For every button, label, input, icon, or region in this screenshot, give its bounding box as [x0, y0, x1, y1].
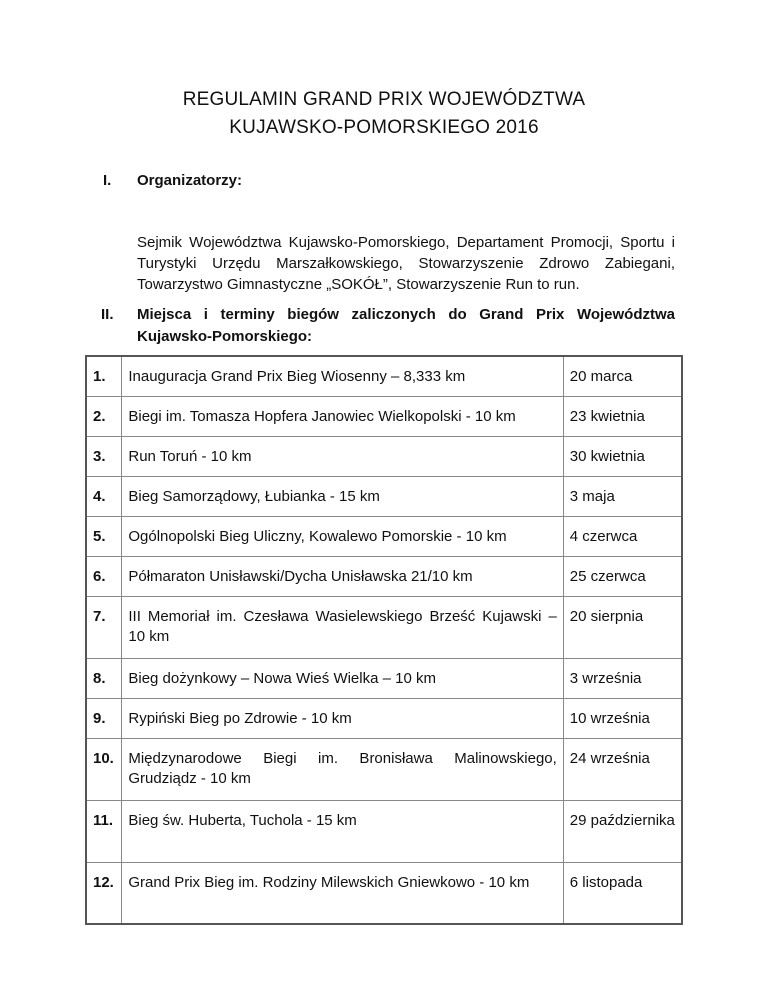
race-number: 8. — [86, 658, 122, 698]
race-number: 6. — [86, 556, 122, 596]
race-date: 20 sierpnia — [563, 596, 682, 658]
document-title — [0, 86, 768, 142]
races-table — [85, 355, 683, 925]
race-date: 4 czerwca — [563, 516, 682, 556]
section-1-number: I. — [103, 172, 112, 189]
race-name: Międzynarodowe Biegi im. Bronisława Malinowskiego, Grudziądz - 10 km — [122, 738, 563, 800]
race-number: 12. — [86, 862, 122, 924]
table-row — [86, 738, 682, 800]
section-2-number: II. — [101, 306, 114, 323]
table-row — [86, 356, 682, 396]
race-number: 3. — [86, 436, 122, 476]
race-number: 2. — [86, 396, 122, 436]
race-number: 10. — [86, 738, 122, 800]
race-number: 4. — [86, 476, 122, 516]
race-name: Ogólnopolski Bieg Uliczny, Kowalewo Pomorskie - 10 km — [122, 516, 563, 556]
race-name: Rypiński Bieg po Zdrowie - 10 km — [122, 698, 563, 738]
race-date: 24 września — [563, 738, 682, 800]
race-name: Bieg dożynkowy – Nowa Wieś Wielka – 10 km — [122, 658, 563, 698]
race-date: 10 września — [563, 698, 682, 738]
race-name: III Memoriał im. Czesława Wasielewskiego Brześć Kujawski – 10 km — [122, 596, 563, 658]
section-1-text: Sejmik Województwa Kujawsko-Pomorskiego, Departament Promocji, Sportu i Turystyki Urzędu Marszałkowskiego, Stowarzyszenie Zdrowo Zabiegani, Towarzystwo Gimnastyczne „SOKÓŁ”, Stowarzyszenie Run to run. — [137, 234, 675, 293]
race-date: 25 czerwca — [563, 556, 682, 596]
race-number: 7. — [86, 596, 122, 658]
section-2-heading: Miejsca i terminy biegów zaliczonych do Grand Prix Województwa Kujawsko-Pomorskiego: — [137, 306, 675, 345]
race-name: Bieg św. Huberta, Tuchola - 15 km — [122, 800, 563, 862]
table-row — [86, 436, 682, 476]
table-row — [86, 516, 682, 556]
table-row — [86, 396, 682, 436]
title-line-2: KUJAWSKO-POMORSKIEGO 2016 — [229, 117, 539, 138]
table-row — [86, 556, 682, 596]
table-row — [86, 862, 682, 924]
table-row — [86, 800, 682, 862]
race-date: 30 kwietnia — [563, 436, 682, 476]
race-name: Biegi im. Tomasza Hopfera Janowiec Wielkopolski - 10 km — [122, 396, 563, 436]
race-number: 11. — [86, 800, 122, 862]
table-row — [86, 476, 682, 516]
race-date: 6 listopada — [563, 862, 682, 924]
race-name: Inauguracja Grand Prix Bieg Wiosenny – 8,333 km — [122, 356, 563, 396]
race-date: 23 kwietnia — [563, 396, 682, 436]
race-name: Bieg Samorządowy, Łubianka - 15 km — [122, 476, 563, 516]
race-number: 5. — [86, 516, 122, 556]
race-number: 9. — [86, 698, 122, 738]
race-number: 1. — [86, 356, 122, 396]
race-date: 20 marca — [563, 356, 682, 396]
race-date: 29 października — [563, 800, 682, 862]
section-1-heading: Organizatorzy: — [137, 172, 243, 189]
race-date: 3 września — [563, 658, 682, 698]
table-row — [86, 698, 682, 738]
title-line-1: REGULAMIN GRAND PRIX WOJEWÓDZTWA — [182, 89, 586, 110]
race-name: Run Toruń - 10 km — [122, 436, 563, 476]
table-row — [86, 596, 682, 658]
race-date: 3 maja — [563, 476, 682, 516]
table-row — [86, 658, 682, 698]
race-name: Grand Prix Bieg im. Rodziny Milewskich Gniewkowo - 10 km — [122, 862, 563, 924]
race-name: Półmaraton Unisławski/Dycha Unisławska 21/10 km — [122, 556, 563, 596]
